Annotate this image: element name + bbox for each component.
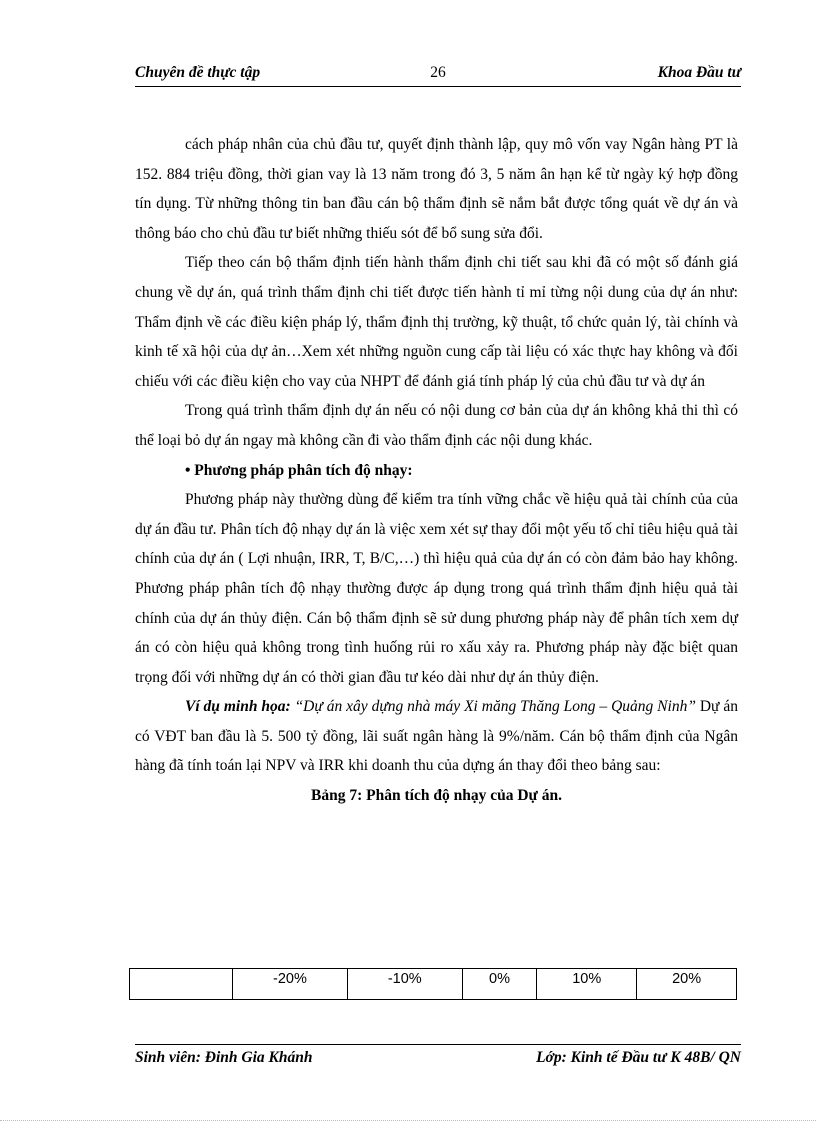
table-row [130, 969, 737, 1000]
sensitivity-table [129, 968, 737, 1000]
header-department: Khoa Đầu tư [657, 64, 741, 81]
table-header-cell: 10% [537, 969, 637, 1000]
example-label: Ví dụ minh họa: [185, 698, 291, 716]
table-header-cell: -20% [233, 969, 348, 1000]
paragraph-1: cách pháp nhân của chủ đầu tư, quyết định thành lập, quy mô vốn vay Ngân hàng PT là 152. 884 triệu đồng, thời gian vay là 13 năm trong đó 3, 5 năm ân hạn kể từ ngày ký hợp đồng tín dụng. Từ những thông tin ban đầu cán bộ thẩm định sẽ nắm bắt được tổng quát về dự án và thông báo cho chủ đầu tư biết những thiếu sót để bổ sung sửa đổi. [135, 136, 738, 242]
paragraph-3: Trong quá trình thẩm định dự án nếu có nội dung cơ bản của dự án không khả thi thì có thể loại bỏ dự án ngay mà không cần đi vào thẩm định các nội dung khác. [135, 402, 738, 449]
table-cell-empty [130, 969, 233, 1000]
page-footer [135, 1044, 741, 1069]
table-header-cell: 0% [462, 969, 537, 1000]
table-header-cell: -10% [347, 969, 462, 1000]
document-body [135, 130, 738, 811]
example-text: Dự án có VĐT ban đầu là 5. 500 tỷ đồng, lãi suất ngân hàng là 9%/năm. Cán bộ thẩm định của Ngân hàng đã tính toán lại NPV và IRR khi doanh thu của dựng án thay đổi theo bảng sau: [135, 698, 738, 775]
paragraph-example [135, 692, 738, 781]
table-caption: Bảng 7: Phân tích độ nhạy của Dự án. [311, 787, 562, 805]
paragraph-2: Tiếp theo cán bộ thẩm định tiến hành thẩm định chi tiết sau khi đã có một số đánh giá chung về dự án, quá trình thẩm định chi tiết được tiến hành tỉ mỉ từng nội dung của dự án như: Thẩm định về các điều kiện pháp lý, thẩm định thị trường, kỹ thuật, tổ chức quản lý, tài chính và kinh tế xã hội của dự ản…Xem xét những nguồn cung cấp tài liệu có xác thực hay không và đối chiếu với các điều kiện cho vay của NHPT để đánh giá tính pháp lý của chủ đầu tư và dự án [135, 254, 738, 390]
example-quote: “Dự án xây dựng nhà máy Xi măng Thăng Long – Quảng Ninh” [294, 698, 696, 716]
page-break-line [0, 1120, 816, 1121]
table-header-cell: 20% [637, 969, 737, 1000]
footer-student: Sinh viên: Đinh Gia Khánh [135, 1049, 313, 1066]
header-title: Chuyên đề thực tập [135, 64, 261, 81]
page-header [135, 62, 741, 87]
footer-class: Lớp: Kinh tế Đầu tư K 48B/ QN [536, 1049, 741, 1066]
page-number: 26 [430, 64, 446, 81]
section-heading-sensitivity: • Phương pháp phân tích độ nhạy: [185, 461, 413, 479]
paragraph-4: Phương pháp này thường dùng để kiểm tra tính vững chắc về hiệu quả tài chính của của dự án đầu tư. Phân tích độ nhạy dự án là việc xem xét sự thay đổi một yếu tố chỉ tiêu hiệu quả tài chính của dự án ( Lợi nhuận, IRR, T, B/C,…) thì hiệu quả của dự án có còn đảm bảo hay không. Phương pháp phân tích độ nhạy thường được áp dụng trong quá trình thẩm định hiệu quả tài chính của dự án thủy điện. Cán bộ thẩm định sẽ sử dung phương pháp này để phân tích xem dự án có còn hiệu quả không trong tình huống rủi ro xấu xảy ra. Phương pháp này đặc biệt quan trọng đối với những dự án có thời gian đầu tư kéo dài như dự án thủy điện. [135, 491, 738, 686]
